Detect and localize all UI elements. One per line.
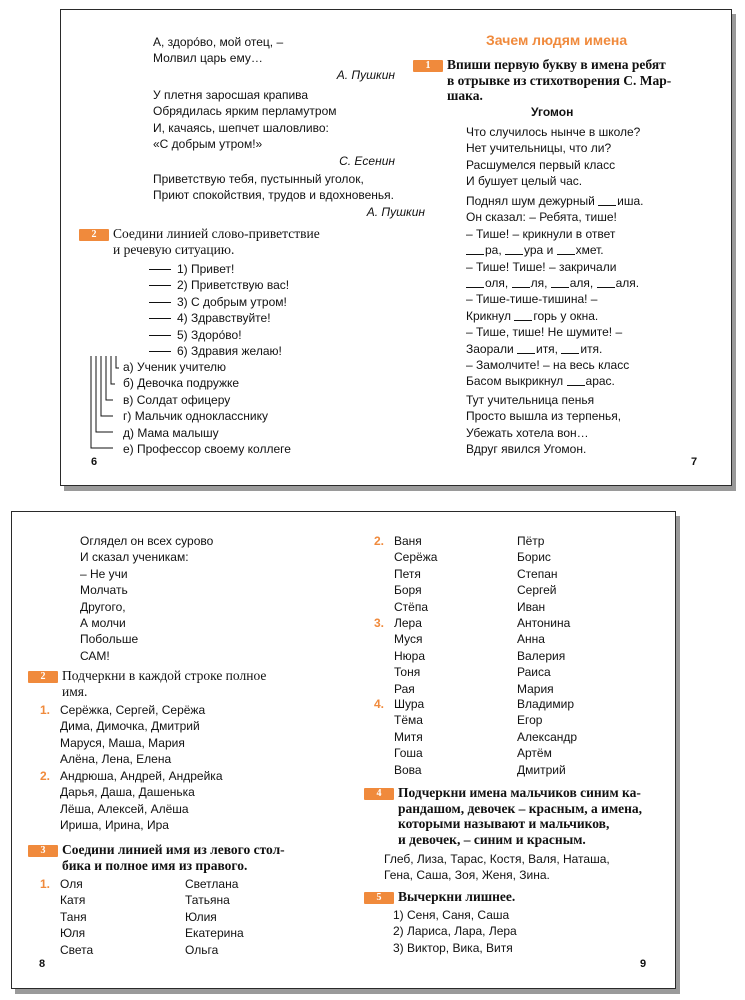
task-text-line: Подчеркни в каждой строке полное bbox=[62, 668, 267, 683]
left-name[interactable]: Юля bbox=[60, 926, 86, 941]
poem-line: Приветствую тебя, пустынный уголок, bbox=[153, 172, 364, 186]
left-name[interactable]: Тёма bbox=[394, 713, 423, 728]
task-number-badge: 2 bbox=[79, 229, 109, 241]
task-5-item[interactable]: 2) Лариса, Лара, Лера bbox=[393, 924, 517, 939]
poem-pushkin-2 bbox=[153, 171, 425, 220]
situations-list bbox=[123, 359, 291, 457]
group-number: 1. bbox=[40, 877, 51, 891]
poem-line: Расшумелся первый класс bbox=[466, 157, 616, 172]
greeting-item[interactable]: 1) Привет! bbox=[149, 261, 289, 277]
letter-blank[interactable] bbox=[567, 385, 585, 386]
right-names-column bbox=[185, 876, 244, 958]
task-4-names bbox=[384, 851, 610, 884]
poem-line: – Тише! Тише! – закричали bbox=[466, 259, 617, 274]
poem-line: Оглядел он всех сурово bbox=[80, 534, 214, 548]
task-number-badge: 4 bbox=[364, 788, 394, 800]
greeting-item[interactable]: 3) С добрым утром! bbox=[149, 294, 289, 310]
letter-blank[interactable] bbox=[512, 287, 530, 288]
poem-line: Приют спокойствия, трудов и вдохновенья. bbox=[153, 188, 395, 203]
task-number-badge: 2 bbox=[28, 671, 58, 683]
poem-author: С. Есенин bbox=[339, 153, 395, 168]
letter-blank[interactable] bbox=[557, 254, 575, 255]
left-name[interactable]: Петя bbox=[394, 566, 421, 581]
spread-pages-8-9 bbox=[11, 511, 676, 989]
right-name[interactable]: Анна bbox=[517, 632, 545, 647]
spread-pages-6-7 bbox=[60, 9, 732, 486]
left-name[interactable]: Митя bbox=[394, 729, 423, 744]
left-name[interactable]: Муся bbox=[394, 632, 423, 647]
left-name[interactable]: Стёпа bbox=[394, 599, 429, 614]
task-text-line: Подчеркни имена мальчиков синим ка- bbox=[398, 785, 641, 800]
situation-item[interactable]: е) Профессор своему коллеге bbox=[123, 441, 291, 456]
poem-line: – Тише, тише! Не шумите! – bbox=[466, 325, 623, 340]
task-2-instruction bbox=[79, 226, 379, 257]
name-row[interactable]: Маруся, Маша, Мария bbox=[60, 735, 185, 750]
names-line[interactable]: Гена, Саша, Зоя, Женя, Зина. bbox=[384, 868, 550, 883]
situation-item[interactable]: а) Ученик учителю bbox=[123, 360, 227, 374]
letter-blank[interactable] bbox=[466, 254, 484, 255]
task-5-item[interactable]: 1) Сеня, Саня, Саша bbox=[393, 908, 510, 922]
poem-line: У плетня заросшая крапива bbox=[153, 88, 309, 102]
task-text-line: Впиши первую букву в имена ребят bbox=[447, 57, 666, 72]
right-name[interactable]: Раиса bbox=[517, 665, 551, 680]
letter-blank[interactable] bbox=[466, 287, 484, 288]
name-row[interactable]: 1. Серёжка, Сергей, Серёжа bbox=[40, 703, 206, 717]
task-text-line: Соедини линией имя из левого стол- bbox=[62, 842, 285, 857]
page-number: 7 bbox=[691, 456, 698, 468]
name-group-page9-2 bbox=[374, 533, 437, 615]
poem-line: А, здоро́во, мой отец, – bbox=[153, 35, 284, 49]
right-name[interactable]: Артём bbox=[517, 746, 552, 761]
right-name[interactable]: Валерия bbox=[517, 648, 566, 663]
poem-stanza-2 bbox=[466, 193, 643, 390]
poem-line: Заорали итя, итя. bbox=[466, 341, 603, 356]
page-title: Зачем людям имена bbox=[486, 32, 628, 48]
poem-line: Вдруг явился Угомон. bbox=[466, 442, 587, 457]
task-text-line: которыми называют и мальчиков, bbox=[398, 816, 610, 831]
poem-line: Крикнул горь у окна. bbox=[466, 308, 599, 323]
name-row[interactable]: Дарья, Даша, Дашенька bbox=[60, 785, 195, 800]
task-text-line: и девочек, – синим и красным. bbox=[398, 831, 586, 847]
left-name[interactable]: Света bbox=[60, 942, 94, 957]
poem-line: Что случилось нынче в школе? bbox=[466, 125, 641, 139]
greeting-item[interactable]: 5) Здоро́во! bbox=[149, 327, 289, 343]
name-row[interactable]: 2. Андрюша, Андрей, Андрейка bbox=[40, 769, 223, 783]
left-name[interactable]: Таня bbox=[60, 909, 87, 924]
left-name[interactable]: 4. Шура bbox=[374, 697, 425, 711]
greetings-list bbox=[149, 261, 289, 359]
task-text-line: рандашом, девочек – красным, а имена, bbox=[398, 800, 643, 816]
right-column-page9-3 bbox=[517, 615, 570, 697]
left-name[interactable]: Катя bbox=[60, 893, 86, 908]
left-name[interactable]: 2. Ваня bbox=[374, 534, 422, 548]
task-text-line: имя. bbox=[62, 683, 88, 699]
left-name[interactable]: Рая bbox=[394, 681, 415, 696]
task-text-line: Вычеркни лишнее. bbox=[398, 889, 516, 904]
task-4-instruction bbox=[364, 785, 664, 847]
right-name[interactable]: Мария bbox=[517, 681, 554, 696]
poem-line: ра, ура и хмет. bbox=[466, 242, 643, 258]
poem-author: А. Пушкин bbox=[336, 67, 395, 82]
poem-line: Басом выкрикнул арас. bbox=[466, 374, 615, 389]
poem-author: А. Пушкин bbox=[366, 204, 425, 219]
poem-line: Он сказал: – Ребята, тише! bbox=[466, 210, 617, 225]
name-group-page9-4 bbox=[374, 696, 424, 778]
right-name[interactable]: Степан bbox=[517, 566, 558, 581]
right-name[interactable]: Ольга bbox=[185, 942, 219, 957]
task-number-badge: 1 bbox=[413, 60, 443, 72]
name-row[interactable]: Лёша, Алексей, Алёша bbox=[60, 801, 189, 816]
poem-line: «С добрым утром!» bbox=[153, 137, 263, 152]
poem-line: И бушует целый час. bbox=[466, 174, 583, 189]
right-name[interactable]: Антонина bbox=[517, 616, 571, 630]
right-name[interactable]: Владимир bbox=[517, 697, 575, 711]
task-1-instruction bbox=[413, 57, 723, 104]
poem-stanza-1 bbox=[466, 124, 640, 190]
poem-line: – Тише! – крикнули в ответ bbox=[466, 226, 616, 241]
right-name[interactable]: Юлия bbox=[185, 909, 217, 924]
right-name[interactable]: Татьяна bbox=[185, 893, 230, 908]
poem-continuation bbox=[80, 533, 213, 664]
poem-line: Просто вышла из терпенья, bbox=[466, 409, 622, 424]
left-name[interactable]: Серёжа bbox=[394, 550, 438, 565]
name-row[interactable]: Дима, Димочка, Дмитрий bbox=[60, 719, 200, 734]
poem-line: А молчи bbox=[80, 615, 126, 630]
left-names-column bbox=[40, 876, 93, 958]
poem-line: Побольше bbox=[80, 632, 139, 647]
task-5-items bbox=[393, 907, 517, 956]
group-number: 2. bbox=[40, 769, 51, 783]
greeting-item[interactable]: 2) Приветствую вас! bbox=[149, 277, 289, 293]
page-number: 8 bbox=[39, 958, 46, 970]
name-group-1 bbox=[40, 702, 205, 768]
task-text-line: бика и полное имя из правого. bbox=[62, 857, 248, 873]
left-name[interactable]: Вова bbox=[394, 762, 422, 777]
right-name[interactable]: Иван bbox=[517, 599, 546, 614]
situation-item[interactable]: г) Мальчик однокласснику bbox=[123, 409, 268, 424]
poem-line: – Тише-тише-тишина! – bbox=[466, 292, 598, 307]
situation-item[interactable]: в) Солдат офицеру bbox=[123, 392, 231, 407]
task-5-item[interactable]: 3) Виктор, Вика, Витя bbox=[393, 940, 513, 955]
right-name[interactable]: Пётр bbox=[517, 534, 545, 548]
poem-line: И, качаясь, шепчет шаловливо: bbox=[153, 120, 329, 135]
left-name[interactable]: 3. Лера bbox=[374, 616, 422, 630]
poem-line: Молчать bbox=[80, 583, 128, 598]
right-column-page9-4 bbox=[517, 696, 577, 778]
left-name[interactable]: Боря bbox=[394, 583, 422, 598]
group-number: 3. bbox=[374, 616, 385, 630]
greeting-item[interactable]: 6) Здравия желаю! bbox=[149, 343, 289, 359]
situation-item[interactable]: д) Мама малышу bbox=[123, 425, 219, 440]
right-name[interactable]: Сергей bbox=[517, 583, 557, 598]
task-5-instruction bbox=[364, 889, 515, 905]
task-text-line: и речевую ситуацию. bbox=[113, 241, 235, 257]
page-number: 9 bbox=[640, 958, 647, 970]
right-name[interactable]: Борис bbox=[517, 550, 551, 565]
poem-line: Обрядилась ярким перламутром bbox=[153, 104, 337, 119]
letter-blank[interactable] bbox=[505, 254, 523, 255]
right-name[interactable]: Екатерина bbox=[185, 926, 244, 941]
poem-line: И сказал ученикам: bbox=[80, 550, 189, 565]
letter-blank[interactable] bbox=[561, 353, 579, 354]
group-number: 4. bbox=[374, 697, 385, 711]
letter-blank[interactable] bbox=[514, 320, 532, 321]
task-text-line: в отрывке из стихотворения С. Мар- bbox=[447, 72, 672, 88]
poem-line: САМ! bbox=[80, 648, 110, 663]
right-name[interactable]: Дмитрий bbox=[517, 762, 566, 777]
right-name[interactable]: Светлана bbox=[185, 877, 239, 891]
poem-line: Другого, bbox=[80, 599, 126, 614]
letter-blank[interactable] bbox=[598, 205, 616, 206]
letter-blank[interactable] bbox=[517, 353, 535, 354]
left-name[interactable]: Гоша bbox=[394, 746, 423, 761]
situation-item[interactable]: б) Девочка подружке bbox=[123, 376, 240, 391]
poem-line: – Замолчите! – на весь класс bbox=[466, 357, 630, 372]
letter-blank[interactable] bbox=[551, 287, 569, 288]
poem-line: Тут учительница пенья bbox=[466, 393, 595, 407]
poem-line: Убежать хотела вон… bbox=[466, 425, 589, 440]
group-number: 1. bbox=[40, 703, 51, 717]
poem-line: Молвил царь ему… bbox=[153, 51, 263, 66]
left-name[interactable]: Нюра bbox=[394, 648, 426, 663]
poem-line: Нет учительницы, что ли? bbox=[466, 141, 612, 156]
poem-pushkin-1 bbox=[153, 34, 395, 83]
greeting-item[interactable]: 4) Здравствуйте! bbox=[149, 310, 289, 326]
poem-stanza-3 bbox=[466, 392, 621, 458]
task-2-instruction bbox=[28, 668, 328, 699]
page-number: 6 bbox=[91, 456, 98, 468]
group-number: 2. bbox=[374, 534, 385, 548]
right-column-page9-2 bbox=[517, 533, 558, 615]
name-group-page9-3 bbox=[374, 615, 425, 697]
letter-blank[interactable] bbox=[597, 287, 615, 288]
left-name[interactable]: 1. Оля bbox=[40, 877, 83, 891]
left-name[interactable]: Тоня bbox=[394, 665, 421, 680]
poem-title: Угомон bbox=[531, 105, 574, 119]
task-text-line: шака. bbox=[447, 88, 483, 103]
right-name[interactable]: Егор bbox=[517, 713, 543, 728]
poem-line: оля, ля, аля, аля. bbox=[466, 275, 643, 291]
poem-line: Поднял шум дежурный иша. bbox=[466, 194, 644, 208]
task-text-line: Соедини линией слово-приветствие bbox=[113, 226, 320, 241]
name-row[interactable]: Алёна, Лена, Елена bbox=[60, 752, 172, 767]
task-3-instruction bbox=[28, 842, 348, 873]
name-group-2 bbox=[40, 768, 223, 834]
poem-line: – Не учи bbox=[80, 566, 128, 581]
poem-esenin bbox=[153, 87, 395, 169]
name-row[interactable]: Ириша, Ирина, Ира bbox=[60, 818, 169, 833]
task-number-badge: 5 bbox=[364, 892, 394, 904]
task-number-badge: 3 bbox=[28, 845, 58, 857]
right-name[interactable]: Александр bbox=[517, 729, 578, 744]
names-line[interactable]: Глеб, Лиза, Тарас, Костя, Валя, Наташа, bbox=[384, 852, 610, 866]
